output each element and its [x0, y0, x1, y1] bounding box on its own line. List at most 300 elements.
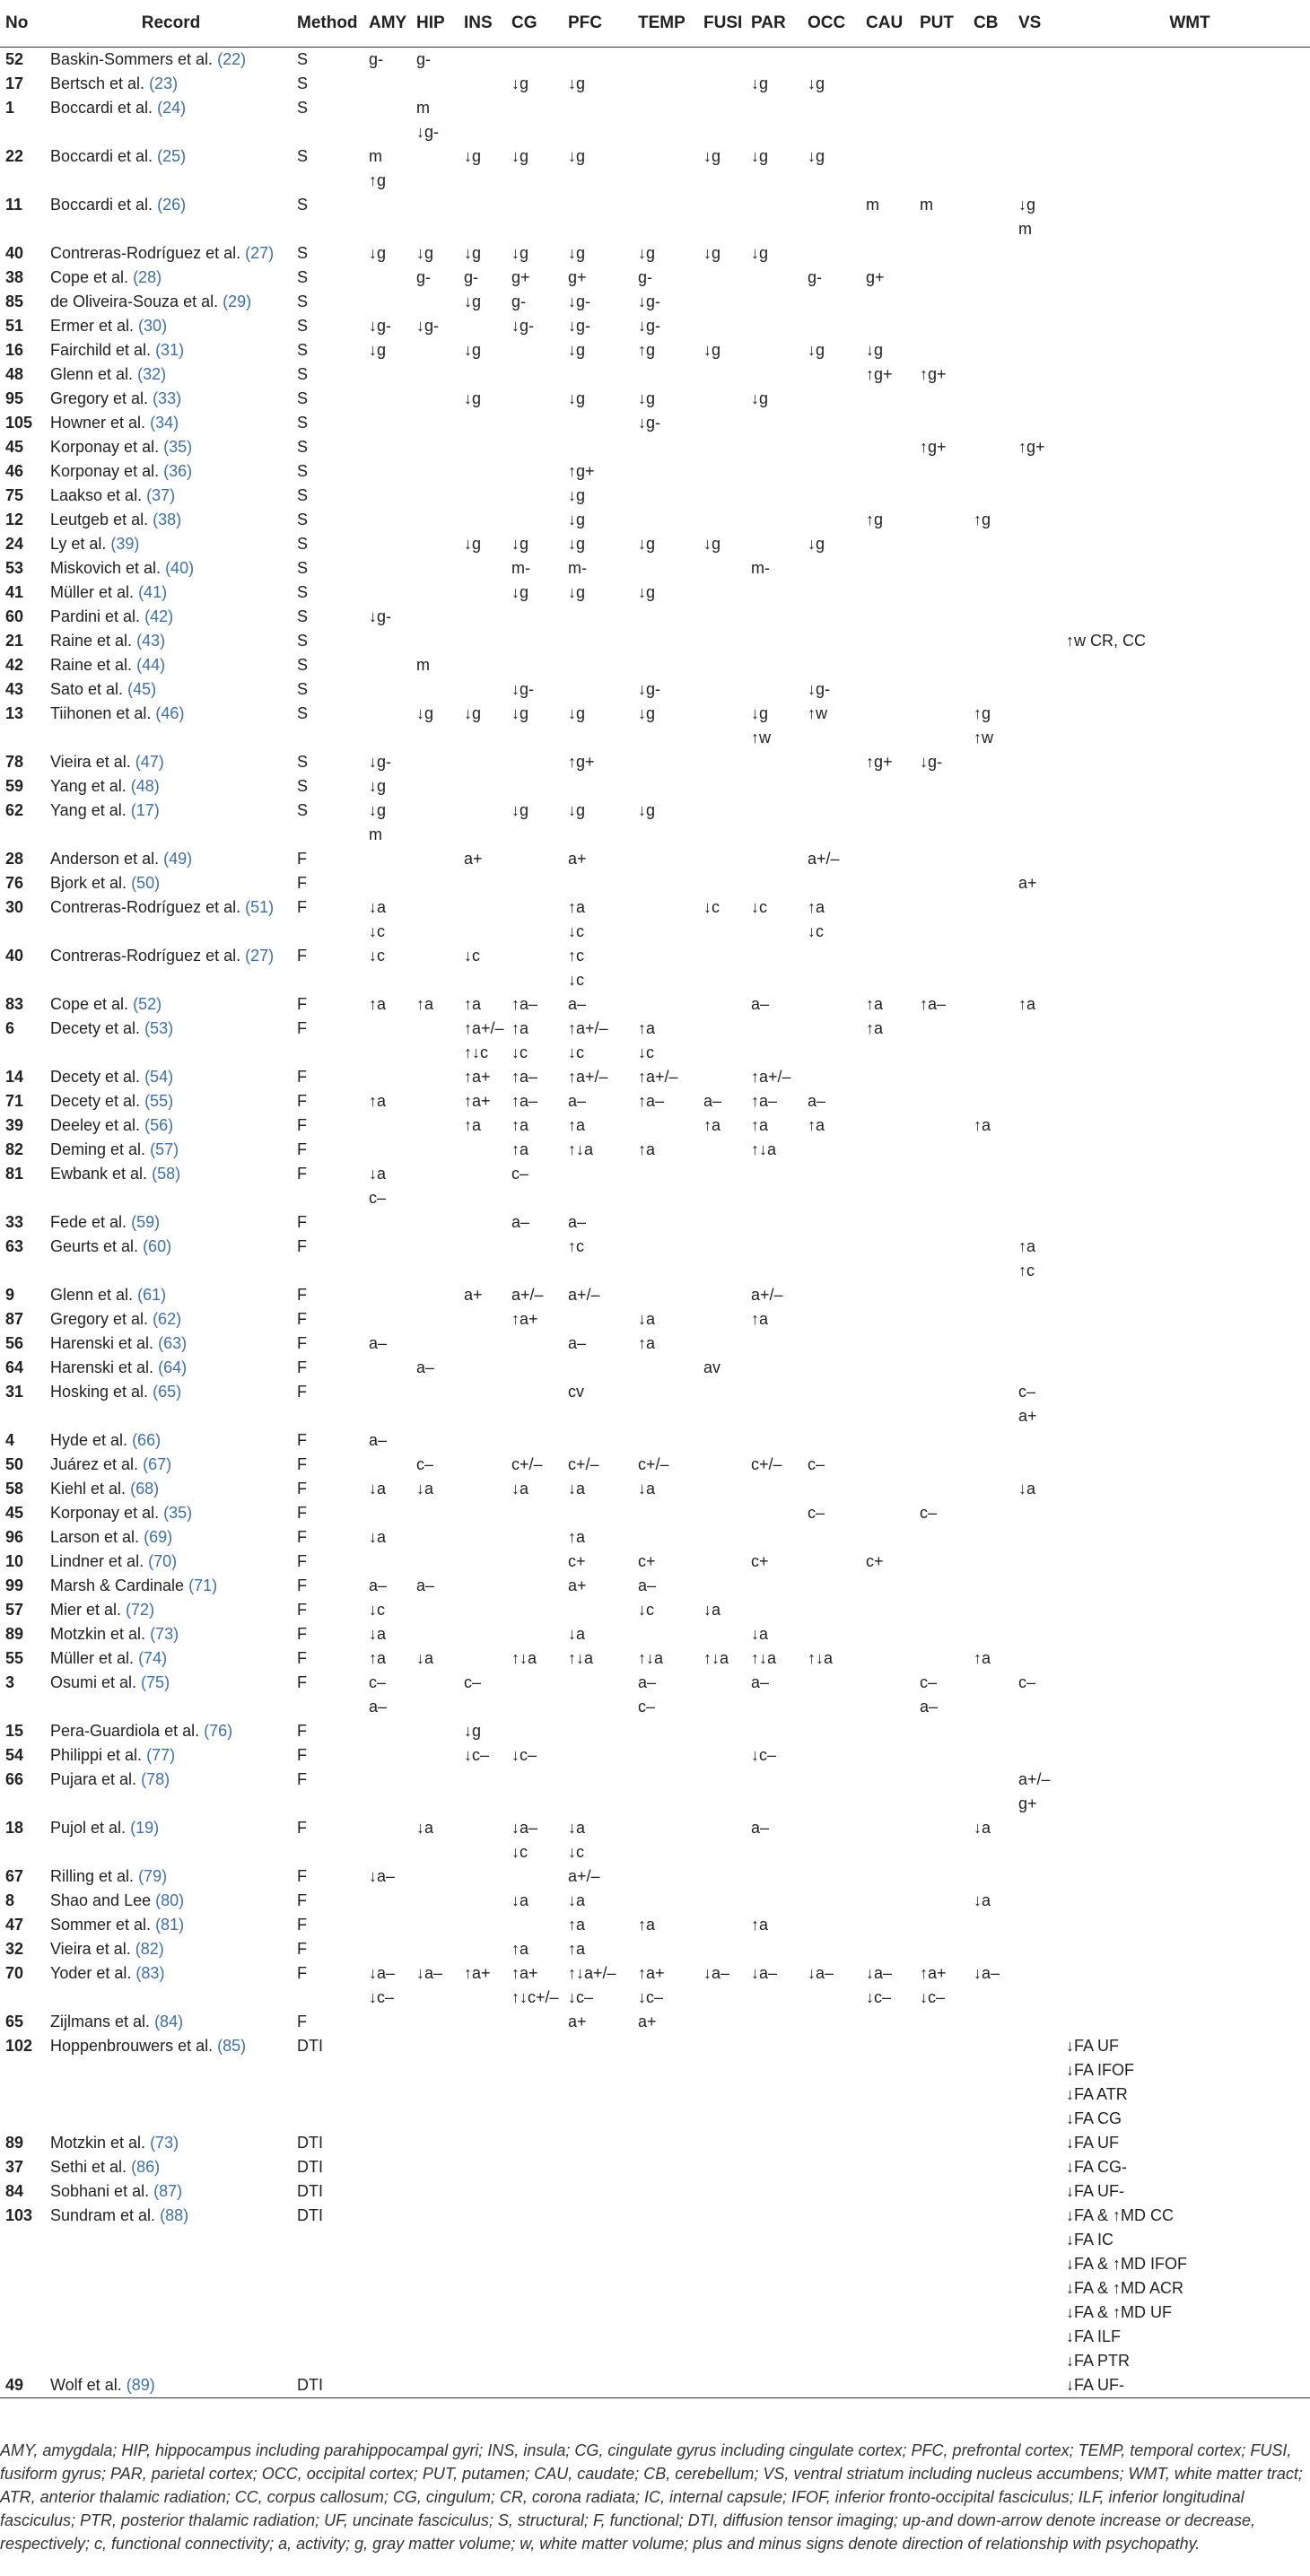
finding-cell-cau [860, 532, 914, 556]
finding-cell-fusi [698, 387, 746, 411]
method-cell: S [297, 293, 309, 310]
finding-cell-cau [860, 72, 914, 96]
citation-link[interactable]: (60) [143, 1237, 172, 1255]
finding-value: ↑a+ [464, 1068, 491, 1086]
finding-cell-temp [633, 1356, 698, 1380]
finding-cell-ins [458, 435, 506, 459]
finding-value: ↑↓a [568, 1140, 594, 1158]
finding-value: ↓a [974, 1891, 991, 1909]
citation-link[interactable]: (73) [150, 1625, 179, 1643]
finding-value: ↓c– [511, 1746, 537, 1764]
citation-link[interactable]: (52) [133, 995, 162, 1013]
finding-value: ↑a [638, 1334, 656, 1352]
citation-link[interactable]: (81) [155, 1916, 185, 1934]
finding-cell-vs [1013, 750, 1061, 774]
finding-cell-cau [860, 847, 914, 871]
citation-link[interactable]: (68) [130, 1480, 160, 1498]
finding-cell-occ [802, 895, 860, 944]
method-cell: F [297, 1552, 307, 1570]
finding-value: a– [751, 995, 770, 1013]
finding-value: ↑a [511, 1940, 529, 1958]
finding-value: ↓a [369, 1165, 387, 1183]
table-row [0, 508, 1310, 532]
record-number: 96 [5, 1528, 24, 1546]
finding-cell-ins [458, 314, 506, 338]
citation-link[interactable]: (40) [165, 559, 195, 577]
method-cell: S [297, 535, 309, 553]
citation-link[interactable]: (32) [137, 365, 167, 383]
finding-cell-ins [458, 1646, 506, 1671]
citation-link[interactable]: (35) [163, 438, 193, 456]
finding-cell-wmt [1061, 1210, 1310, 1235]
finding-cell-cg [506, 1889, 563, 1913]
finding-cell-ins [458, 895, 506, 944]
finding-value: ↑g+ [920, 365, 947, 383]
finding-value: ↓a [369, 1528, 387, 1546]
finding-cell-wmt [1061, 144, 1310, 193]
finding-value: g- [416, 268, 432, 286]
citation-link[interactable]: (87) [153, 2182, 183, 2200]
record-number: 46 [5, 462, 24, 480]
finding-value: ↓c [568, 922, 584, 940]
finding-cell-vs [1013, 1428, 1061, 1453]
citation-link[interactable]: (89) [126, 2376, 155, 2394]
finding-cell-pfc [563, 144, 633, 193]
finding-cell-occ [802, 1138, 860, 1162]
finding-cell-par [746, 556, 802, 581]
finding-cell-pfc [563, 1525, 633, 1550]
finding-value: ↓FA IC [1066, 2231, 1114, 2249]
finding-cell-cg [506, 2204, 563, 2373]
table-row [0, 193, 1310, 241]
finding-cell-amy [363, 677, 411, 702]
finding-value: ↓g [751, 704, 769, 722]
citation-link[interactable]: (57) [150, 1140, 179, 1158]
author-label: Motzkin et al. [50, 2134, 146, 2152]
finding-cell-hip [411, 605, 458, 629]
finding-cell-cau [860, 411, 914, 435]
method-cell: F [297, 1770, 307, 1788]
citation-link[interactable]: (75) [141, 1673, 170, 1691]
table-row [0, 411, 1310, 435]
citation-link[interactable]: (29) [223, 293, 252, 310]
finding-cell-ins [458, 48, 506, 73]
finding-cell-put [914, 2373, 968, 2398]
citation-link[interactable]: (17) [130, 801, 160, 819]
finding-cell-pfc [563, 581, 633, 605]
citation-link[interactable]: (85) [217, 2037, 247, 2055]
author-label: Zijlmans et al. [50, 2013, 151, 2030]
citation-link[interactable]: (74) [138, 1649, 168, 1667]
finding-cell-vs [1013, 48, 1061, 73]
finding-cell-cb [968, 435, 1013, 459]
finding-cell-cau [860, 992, 914, 1017]
table-row [0, 338, 1310, 362]
citation-link[interactable]: (51) [245, 898, 275, 916]
finding-cell-par [746, 847, 802, 871]
record-name [45, 2155, 292, 2179]
method-cell: F [297, 1504, 307, 1522]
citation-link[interactable]: (19) [130, 1819, 160, 1837]
finding-cell-ins [458, 532, 506, 556]
finding-cell-wmt [1061, 314, 1310, 338]
citation-link[interactable]: (82) [135, 1940, 164, 1958]
finding-value: ↑w [974, 729, 993, 747]
finding-cell-cau [860, 508, 914, 532]
citation-link[interactable]: (49) [163, 850, 193, 868]
author-label: Deeley et al. [50, 1116, 141, 1134]
author-label: Juárez et al. [50, 1455, 139, 1473]
citation-link[interactable]: (78) [141, 1770, 170, 1788]
citation-link[interactable]: (72) [126, 1601, 155, 1619]
finding-cell-cb [968, 1065, 1013, 1089]
finding-value: ↑a– [511, 1068, 538, 1086]
finding-value: ↓c [369, 1601, 385, 1619]
finding-cell-put [914, 96, 968, 144]
author-label: Korponay et al. [50, 1504, 160, 1522]
table-row [0, 653, 1310, 677]
citation-link[interactable]: (64) [158, 1358, 188, 1376]
finding-cell-pfc [563, 1961, 633, 2010]
citation-link[interactable]: (34) [150, 414, 179, 432]
finding-cell-ins [458, 2010, 506, 2034]
finding-cell-cau [860, 605, 914, 629]
finding-cell-cau [860, 241, 914, 266]
table-footnote: AMY, amygdala; HIP, hippocampus including parahippocampal gyri; INS, insula; CG, cingulate gyrus including cingulate cortex; PFC, prefrontal cortex; TEMP, temporal cortex; FUSI, fusiform gyrus; PAR, parietal cortex; OCC, occipital cortex; PUT, putamen; CAU, caudate; CB, cerebellum; VS, ventral striatum including nucleus accumbens; WMT, white matter tract; ATR, anterior thalamic radiation; CC, corpus callosum; CG, cingulum; CR, corona radiata; IC, internal capsule; IFOF, inferior fronto-occipital fasciculus; ILF, inferior longitudinal fasciculus; PTR, posterior thalamic radiation; UF, uncinate fasciculus; S, structural; F, functional; DTI, diffusion tensor imaging; up-and down-arrow denote increase or decrease, respectively; c, functional connectivity; a, activity; g, gray matter volume; w, white matter volume; plus and minus signs denote direction of relationship with psychopathy. [0, 2441, 1303, 2553]
finding-cell-cb [968, 508, 1013, 532]
author-label: Harenski et al. [50, 1358, 154, 1376]
citation-link[interactable]: (53) [144, 1019, 174, 1037]
citation-link[interactable]: (27) [245, 947, 275, 965]
finding-cell-put [914, 387, 968, 411]
finding-cell-vs [1013, 362, 1061, 387]
finding-cell-fusi [698, 702, 746, 750]
citation-link[interactable]: (54) [144, 1068, 174, 1086]
citation-link[interactable]: (86) [131, 2158, 161, 2176]
citation-link[interactable]: (26) [157, 196, 187, 214]
finding-cell-fusi [698, 1065, 746, 1089]
record-name [45, 387, 292, 411]
table-row [0, 2204, 1310, 2373]
finding-cell-cau [860, 629, 914, 653]
citation-link[interactable]: (65) [153, 1383, 182, 1401]
record-number: 55 [5, 1649, 24, 1667]
finding-cell-ins [458, 266, 506, 290]
citation-link[interactable]: (73) [150, 2134, 179, 2152]
finding-cell-put [914, 1889, 968, 1913]
citation-link[interactable]: (28) [133, 268, 162, 286]
table-row [0, 605, 1310, 629]
finding-cell-amy [363, 1889, 411, 1913]
citation-link[interactable]: (44) [136, 656, 166, 674]
finding-value: a– [920, 1698, 939, 1716]
finding-cell-amy [363, 944, 411, 992]
finding-cell-put [914, 1768, 968, 1816]
method-cell: F [297, 898, 307, 916]
finding-value: ↑a [866, 995, 884, 1013]
finding-cell-pfc [563, 799, 633, 847]
finding-cell-fusi [698, 241, 746, 266]
finding-value: ↓c– [920, 1988, 946, 2006]
finding-value: ↓g- [369, 607, 392, 625]
finding-cell-pfc [563, 774, 633, 799]
citation-link[interactable]: (23) [149, 74, 179, 92]
finding-value: ↓g [464, 341, 482, 359]
finding-cell-ins [458, 1816, 506, 1864]
finding-cell-cb [968, 387, 1013, 411]
finding-cell-hip [411, 1235, 458, 1283]
record-name [45, 1719, 292, 1743]
finding-cell-cg [506, 581, 563, 605]
finding-value: ↓g [808, 74, 825, 92]
finding-cell-hip [411, 1477, 458, 1501]
finding-cell-fusi [698, 1671, 746, 1719]
finding-cell-pfc [563, 1574, 633, 1598]
finding-cell-fusi [698, 1646, 746, 1671]
finding-value: ↓g [464, 147, 482, 165]
finding-cell-put [914, 653, 968, 677]
finding-value: ↓g [511, 147, 529, 165]
table-row [0, 1356, 1310, 1380]
record-name [45, 1477, 292, 1501]
finding-cell-occ [802, 1210, 860, 1235]
citation-link[interactable]: (71) [188, 1576, 218, 1594]
citation-link[interactable]: (84) [154, 2013, 184, 2030]
finding-cell-hip [411, 96, 458, 144]
finding-cell-pfc [563, 2373, 633, 2398]
finding-cell-cb [968, 459, 1013, 484]
citation-link[interactable]: (38) [153, 511, 182, 528]
citation-link[interactable]: (79) [138, 1867, 168, 1885]
finding-cell-put [914, 992, 968, 1017]
citation-link[interactable]: (35) [163, 1504, 193, 1522]
citation-link[interactable]: (62) [153, 1310, 182, 1328]
finding-value: ↑↓a [751, 1140, 777, 1158]
finding-cell-put [914, 556, 968, 581]
finding-cell-hip [411, 1113, 458, 1138]
finding-cell-cg [506, 387, 563, 411]
citation-link[interactable]: (67) [143, 1455, 172, 1473]
finding-value: ↓a [703, 1601, 721, 1619]
citation-link[interactable]: (39) [110, 535, 140, 553]
finding-value: ↓FA UF- [1066, 2182, 1125, 2200]
method-cell: S [297, 196, 309, 214]
finding-cell-ins [458, 1380, 506, 1428]
method-cell: S [297, 147, 309, 165]
citation-link[interactable]: (30) [138, 317, 168, 335]
finding-cell-put [914, 1961, 968, 2010]
finding-cell-vs [1013, 895, 1061, 944]
finding-cell-vs [1013, 677, 1061, 702]
column-header: AMY [363, 0, 411, 48]
citation-link[interactable]: (80) [155, 1891, 185, 1909]
finding-value: a– [808, 1092, 826, 1110]
finding-cell-ins [458, 1138, 506, 1162]
finding-value: ↓g [638, 389, 656, 407]
table-row [0, 266, 1310, 290]
citation-link[interactable]: (36) [163, 462, 193, 480]
finding-cell-par [746, 605, 802, 629]
citation-link[interactable]: (48) [130, 777, 160, 795]
finding-value: ↓FA UF [1066, 2134, 1120, 2152]
finding-cell-pfc [563, 1501, 633, 1525]
finding-cell-wmt [1061, 1138, 1310, 1162]
finding-cell-vs [1013, 1889, 1061, 1913]
finding-value: a– [416, 1576, 435, 1594]
finding-cell-cb [968, 193, 1013, 241]
finding-cell-cau [860, 362, 914, 387]
finding-cell-cg [506, 2131, 563, 2155]
finding-value: ↓c– [369, 1988, 395, 2006]
table-row [0, 1622, 1310, 1646]
finding-cell-cb [968, 605, 1013, 629]
record-name [45, 193, 292, 241]
method-cell: S [297, 486, 309, 504]
finding-cell-temp [633, 1768, 698, 1816]
citation-link[interactable]: (41) [138, 583, 168, 601]
citation-link[interactable]: (47) [135, 753, 164, 771]
finding-cell-cg [506, 1743, 563, 1768]
record-name [45, 1574, 292, 1598]
finding-value: ↑a+ [638, 1964, 665, 1982]
finding-cell-cg [506, 72, 563, 96]
finding-cell-fusi [698, 484, 746, 508]
record-number: 21 [5, 632, 24, 650]
finding-cell-amy [363, 605, 411, 629]
finding-cell-pfc [563, 1283, 633, 1307]
finding-cell-vs [1013, 1743, 1061, 1768]
finding-value: ↑a– [751, 1092, 778, 1110]
citation-link[interactable]: (31) [155, 341, 185, 359]
finding-cell-put [914, 241, 968, 266]
finding-cell-par [746, 1816, 802, 1864]
finding-cell-cau [860, 484, 914, 508]
finding-cell-temp [633, 72, 698, 96]
finding-value: ↓a– [974, 1964, 1000, 1982]
finding-value: ↑c [568, 947, 584, 965]
finding-cell-amy [363, 387, 411, 411]
author-label: Pardini et al. [50, 607, 141, 625]
finding-cell-amy [363, 338, 411, 362]
author-label: Leutgeb et al. [50, 511, 149, 528]
citation-link[interactable]: (42) [144, 607, 174, 625]
finding-cell-par [746, 1428, 802, 1453]
finding-cell-temp [633, 1138, 698, 1162]
citation-link[interactable]: (24) [157, 99, 187, 117]
finding-cell-hip [411, 338, 458, 362]
citation-link[interactable]: (45) [127, 680, 157, 698]
author-label: Baskin-Sommers et al. [50, 50, 214, 68]
finding-cell-vs [1013, 702, 1061, 750]
finding-cell-wmt [1061, 2010, 1310, 2034]
table-row [0, 1017, 1310, 1065]
citation-link[interactable]: (83) [135, 1964, 165, 1982]
finding-cell-vs [1013, 653, 1061, 677]
finding-cell-ins [458, 2034, 506, 2131]
citation-link[interactable]: (43) [136, 632, 166, 650]
method-cell: F [297, 1722, 307, 1740]
finding-value: c+ [751, 1552, 769, 1570]
citation-link[interactable]: (76) [204, 1722, 233, 1740]
finding-cell-hip [411, 435, 458, 459]
citation-link[interactable]: (70) [148, 1552, 178, 1570]
finding-value: ↓g- [416, 317, 440, 335]
record-name [45, 2204, 292, 2373]
citation-link[interactable]: (25) [157, 147, 187, 165]
finding-value: a– [751, 1819, 770, 1837]
finding-value: ↓a [511, 1480, 529, 1498]
finding-cell-hip [411, 290, 458, 314]
finding-cell-cau [860, 1743, 914, 1768]
table-row [0, 362, 1310, 387]
table-row [0, 1598, 1310, 1622]
finding-cell-cau [860, 314, 914, 338]
citation-link[interactable]: (27) [245, 244, 275, 262]
citation-link[interactable]: (33) [153, 389, 182, 407]
finding-value: ↓g [464, 535, 482, 553]
citation-link[interactable]: (77) [146, 1746, 176, 1764]
citation-link[interactable]: (66) [132, 1431, 162, 1449]
finding-cell-cau [860, 2204, 914, 2373]
finding-value: ↓c [808, 922, 824, 940]
record-name [45, 1283, 292, 1307]
citation-link[interactable]: (55) [144, 1092, 174, 1110]
finding-cell-cg [506, 605, 563, 629]
finding-cell-amy [363, 1356, 411, 1380]
finding-cell-cb [968, 944, 1013, 992]
table-row [0, 944, 1310, 992]
citation-link[interactable]: (88) [160, 2206, 189, 2224]
finding-cell-pfc [563, 2155, 633, 2179]
finding-cell-fusi [698, 1889, 746, 1913]
citation-link[interactable]: (59) [131, 1213, 161, 1231]
finding-cell-ins [458, 1089, 506, 1113]
finding-cell-wmt [1061, 266, 1310, 290]
finding-cell-par [746, 459, 802, 484]
finding-value: ↑a+ [511, 1964, 538, 1982]
method-cell: F [297, 1165, 307, 1183]
finding-cell-vs [1013, 1574, 1061, 1598]
citation-link[interactable]: (69) [144, 1528, 173, 1546]
finding-cell-occ [802, 1089, 860, 1113]
finding-cell-hip [411, 314, 458, 338]
citation-link[interactable]: (56) [144, 1116, 174, 1134]
finding-cell-put [914, 750, 968, 774]
finding-value: ↑c [568, 1237, 584, 1255]
finding-cell-cb [968, 314, 1013, 338]
finding-cell-ins [458, 1550, 506, 1574]
finding-cell-wmt [1061, 1356, 1310, 1380]
author-label: Tiihonen et al. [50, 704, 152, 722]
citation-link[interactable]: (63) [158, 1334, 188, 1352]
table-row [0, 241, 1310, 266]
citation-link[interactable]: (37) [146, 486, 176, 504]
citation-link[interactable]: (46) [155, 704, 185, 722]
finding-cell-put [914, 1937, 968, 1961]
record-name [45, 799, 292, 847]
finding-cell-pfc [563, 1138, 633, 1162]
finding-cell-temp [633, 2034, 698, 2131]
finding-value: ↑a [511, 1019, 529, 1037]
author-label: Yang et al. [50, 777, 127, 795]
finding-value: c– [920, 1504, 938, 1522]
citation-link[interactable]: (50) [131, 874, 161, 892]
table-row [0, 2034, 1310, 2131]
citation-link[interactable]: (22) [217, 50, 247, 68]
citation-link[interactable]: (58) [152, 1165, 181, 1183]
citation-link[interactable]: (61) [137, 1286, 167, 1304]
finding-cell-put [914, 435, 968, 459]
